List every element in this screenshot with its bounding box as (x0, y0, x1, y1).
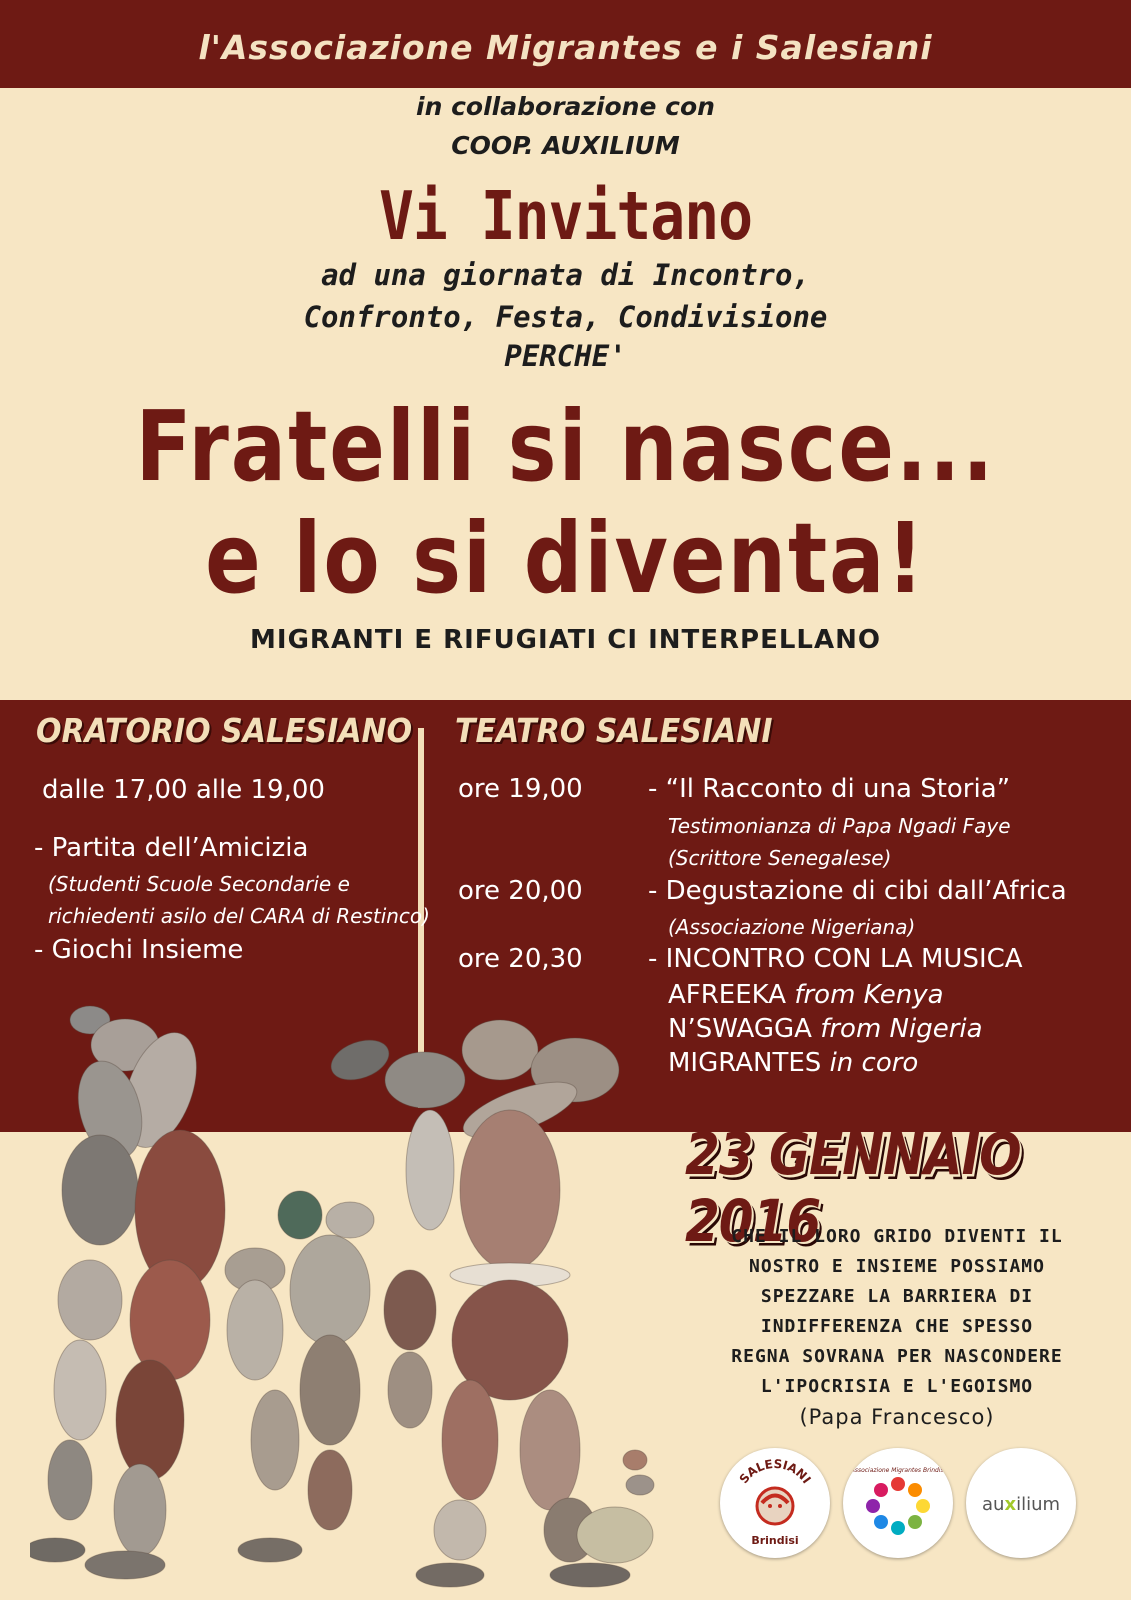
oratorio-time: dalle 17,00 alle 19,00 (42, 775, 325, 805)
collaboration-line: in collaborazione con (416, 92, 715, 121)
quote-line: REGNA SOVRANA PER NASCONDERE (731, 1346, 1063, 1367)
header-band (0, 0, 1131, 88)
stone-figures-illustration (30, 990, 680, 1590)
migrantes-hands-ring (866, 1477, 930, 1535)
salesiani-logo-top-text: SALESIANI (736, 1456, 814, 1487)
intro-line-3: PERCHE' (504, 339, 627, 373)
performer-3-origin: in coro (829, 1048, 919, 1078)
auxilium-logo (966, 1448, 1076, 1558)
subheadline: MIGRANTI E RIFUGIATI CI INTERPELLANO (250, 625, 881, 655)
intro-line-2: Confronto, Festa, Condivisione (303, 300, 828, 334)
event-2-note-1: (Associazione Nigeriana) (668, 915, 916, 939)
auxilium-logo-text: auxilium (981, 1494, 1061, 1515)
event-3-time: ore 20,30 (458, 944, 583, 974)
performer-2-origin: from Nigeria (820, 1014, 983, 1044)
event-1-note-2: (Scrittore Senegalese) (668, 846, 892, 870)
teatro-title: TEATRO SALESIANI (455, 712, 773, 751)
invite-heading: Vi Invitano (378, 176, 753, 256)
event-1-note-1: Testimonianza di Papa Ngadi Faye (668, 814, 1011, 838)
salesiani-logo (720, 1448, 830, 1558)
headline-line-2: e lo si diventa! (205, 503, 926, 616)
performer-1-name: AFREEKA (668, 980, 787, 1010)
quote-line: CHE IL LORO GRIDO DIVENTI IL (731, 1226, 1063, 1247)
event-2-title: - Degustazione di cibi dall’Africa (648, 876, 1067, 906)
migrantes-logo (843, 1448, 953, 1558)
performer-2-name: N’SWAGGA (668, 1014, 812, 1044)
quote-line: SPEZZARE LA BARRIERA DI (760, 1286, 1034, 1307)
event-1-title: - “Il Racconto di una Storia” (648, 774, 1011, 804)
oratorio-title: ORATORIO SALESIANO (36, 712, 413, 751)
event-3-title: - INCONTRO CON LA MUSICA (648, 944, 1023, 974)
performer-1-origin: from Kenya (794, 980, 944, 1010)
event-date: 23 GENNAIO 2016 (685, 1121, 1021, 1255)
pope-quote (682, 1222, 1112, 1432)
performer-3-name: MIGRANTES (668, 1048, 822, 1078)
performer-2 (668, 1014, 983, 1044)
oratorio-item-1-note-2: richiedenti asilo del CARA di Restinco) (48, 904, 430, 928)
salesiani-logo-bottom-text: Brindisi (751, 1534, 799, 1547)
quote-line: L'IPOCRISIA E L'EGOISMO (760, 1376, 1034, 1397)
intro-line-1: ad una giornata di Incontro, (321, 258, 810, 292)
quote-author: (Papa Francesco) (799, 1405, 995, 1429)
performer-1 (668, 980, 944, 1010)
quote-line: INDIFFERENZA CHE SPESSO (760, 1316, 1034, 1337)
oratorio-item-1-note-1: (Studenti Scuole Secondarie e (48, 872, 350, 896)
oratorio-item-1: - Partita dell’Amicizia (34, 833, 309, 863)
organizers-title: l'Associazione Migrantes e i Salesiani (198, 28, 933, 67)
oratorio-item-2: - Giochi Insieme (34, 935, 244, 965)
performer-3 (668, 1048, 918, 1078)
collaboration-partner: COOP. AUXILIUM (451, 131, 680, 160)
event-1-time: ore 19,00 (458, 774, 583, 804)
quote-line: NOSTRO E INSIEME POSSIAMO (749, 1256, 1045, 1277)
migrantes-logo-title: Associazione Migrantes Brindisi (850, 1467, 946, 1474)
headline-line-1: Fratelli si nasce... (135, 391, 996, 504)
event-2-time: ore 20,00 (458, 876, 583, 906)
